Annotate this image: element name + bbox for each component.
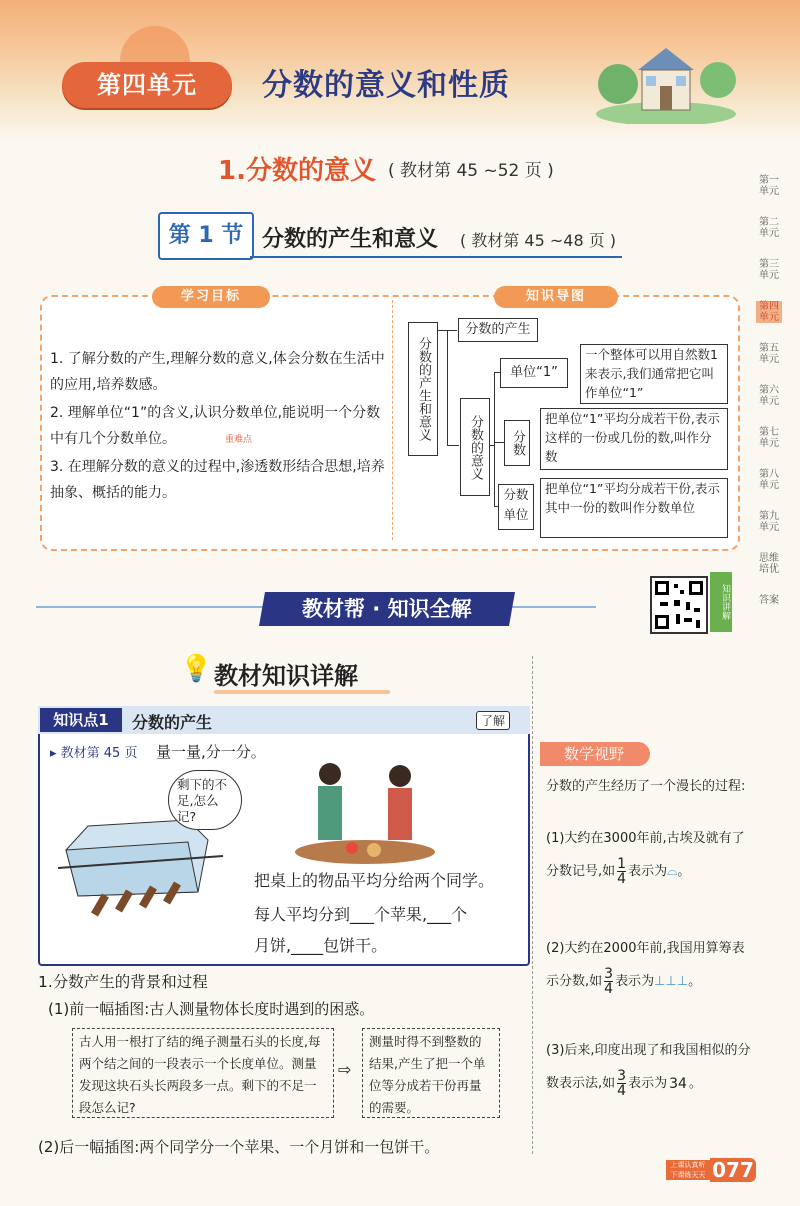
text: (1)大约在3000年前,古埃及就有了分数记号,如	[546, 831, 745, 879]
section-title: 1.分数的意义	[218, 156, 376, 186]
mindmap-node-fraction: 分数	[504, 420, 530, 466]
numerator: 3	[617, 1068, 627, 1084]
text: (2)大约在2000年前,我国用算筹表示分数,如	[546, 941, 745, 989]
goal-item: 1. 了解分数的产生,理解分数的意义,体会分数在生活中的应用,培养数感。	[50, 351, 385, 393]
textbook-ref: ▸ 教材第 45 页	[50, 746, 138, 761]
connector	[494, 372, 495, 506]
qr-label: 知识讲解	[710, 572, 732, 632]
connector	[447, 330, 448, 445]
lesson-underline	[250, 256, 622, 258]
footer-tag: 上课认真听 下课练天天	[666, 1160, 710, 1180]
tab-unit-4[interactable]: 第四单元	[756, 301, 782, 323]
mindmap-root: 分数的产生和意义	[408, 322, 438, 456]
unit-tag: 第四单元	[62, 62, 232, 108]
tab-unit-5[interactable]: 第五单元	[759, 343, 779, 365]
egyptian-fraction-icon: ⌓	[667, 864, 678, 879]
text: 。	[688, 1076, 702, 1091]
denominator: 4	[617, 871, 627, 887]
detail-title: 教材知识详解	[214, 662, 358, 690]
side-tabs	[756, 175, 782, 626]
tab-thinking[interactable]: 思维培优	[759, 553, 779, 575]
math-view-item-3	[546, 1034, 756, 1100]
tab-unit-9[interactable]: 第九单元	[759, 511, 779, 533]
mindmap-desc-fraction: 把单位“1”平均分成若干份,表示这样的一份或几份的数,叫作分数	[540, 408, 728, 470]
tab-unit-6[interactable]: 第六单元	[759, 385, 779, 407]
background-p1: (1)前一幅插图:古人测量物体长度时遇到的困惑。	[48, 1000, 375, 1018]
mindmap-desc-unit-one: 一个整体可以用自然数1来表示,我们通常把它叫作单位“1”	[580, 344, 728, 404]
story-line: 每人平均分到___个苹果,___个	[254, 905, 468, 924]
two-students-illustration	[290, 758, 440, 868]
mindmap-node-unit-one: 单位“1”	[500, 358, 568, 388]
goal-item: 3. 在理解分数的意义的过程中,渗透数形结合思想,培养抽象、概括的能力。	[50, 459, 385, 501]
goal-item: 2. 理解单位“1”的含义,认识分数单位,能说明一个分数中有几个分数单位。	[50, 405, 381, 447]
house-illustration	[596, 40, 736, 124]
section-pages: ( 教材第 45 ~52 页 )	[388, 161, 554, 181]
text: 表示为	[628, 864, 668, 879]
mindmap-desc-fraction-unit: 把单位“1”平均分成若干份,表示其中一份的数叫作分数单位	[540, 478, 728, 538]
story-line: 把桌上的物品平均分给两个同学。	[254, 871, 495, 890]
fraction	[604, 967, 613, 996]
task-text: 量一量,分一分。	[156, 743, 266, 761]
connector	[447, 445, 459, 446]
text: (3)后来,印度出现了和我国相似的分数表示法,如	[546, 1043, 751, 1091]
tab-unit-1[interactable]: 第一单元	[759, 175, 779, 197]
math-view-label: 数学视野	[540, 742, 650, 766]
knowledge-point-badge: 知识点1	[40, 708, 122, 732]
difficulty-tag: 重难点	[225, 435, 253, 445]
connector	[494, 442, 504, 443]
numerator: 1	[617, 856, 627, 872]
mindmap-node-meaning: 分数的意义	[460, 398, 490, 496]
unit-title: 分数的意义和性质	[262, 68, 510, 103]
background-box2: 测量时得不到整数的结果,产生了把一个单位等分成若干份再量的需要。	[362, 1028, 500, 1118]
lightbulb-icon: 💡	[180, 654, 213, 684]
counting-rods-icon: ⊥⊥⊥	[654, 974, 689, 989]
math-view-item-1	[546, 822, 756, 888]
tab-unit-3[interactable]: 第三单元	[759, 259, 779, 281]
speech-bubble: 剩下的不足,怎么记?	[168, 770, 242, 830]
mindmap-node-origin: 分数的产生	[458, 318, 538, 342]
story-line: 月饼,____包饼干。	[254, 936, 388, 955]
goals-label: 学习目标	[152, 286, 270, 308]
fraction	[617, 857, 626, 886]
background-title: 1.分数产生的背景和过程	[38, 973, 208, 991]
numerator: 3	[669, 1075, 678, 1092]
knowledge-banner	[259, 592, 515, 626]
indian-fraction	[669, 1077, 687, 1091]
lesson-badge: 第 1 节	[158, 212, 254, 260]
text: 表示为	[615, 974, 655, 989]
knowledge-point-title: 分数的产生	[132, 713, 213, 732]
background-box1: 古人用一根打了结的绳子测量石头的长度,每两个结之间的一段表示一个长度单位。测量发现这块石头长两段多一点。剩下的不足一段怎么记?	[72, 1028, 334, 1118]
detail-underline	[214, 690, 390, 694]
text: 。	[677, 864, 691, 879]
lesson-title: 分数的产生和意义	[262, 227, 439, 252]
text: 表示为	[628, 1076, 668, 1091]
banner-title: 教材帮 · 知识全解	[302, 597, 472, 621]
text: 。	[688, 974, 702, 989]
background-p2: (2)后一幅插图:两个同学分一个苹果、一个月饼和一包饼干。	[38, 1138, 440, 1156]
tab-unit-8[interactable]: 第八单元	[759, 469, 779, 491]
tab-answers[interactable]: 答案	[759, 595, 779, 606]
numerator: 3	[604, 966, 614, 982]
page-number: 077	[710, 1158, 756, 1182]
qr-code-icon[interactable]	[650, 576, 708, 634]
fraction	[617, 1069, 626, 1098]
arrow-right-icon: ⇨	[338, 1060, 352, 1079]
panel-divider	[392, 300, 393, 540]
level-badge: 了解	[476, 711, 510, 730]
column-separator	[532, 656, 533, 1154]
lesson-pages: ( 教材第 45 ~48 页 )	[460, 231, 617, 250]
mindmap-node-fraction-unit: 分数单位	[498, 484, 534, 530]
denominator: 4	[617, 1083, 627, 1099]
tab-unit-7[interactable]: 第七单元	[759, 427, 779, 449]
math-view-item-2	[546, 932, 756, 998]
math-view-intro: 分数的产生经历了一个漫长的过程:	[546, 779, 746, 794]
map-label: 知识导图	[494, 286, 618, 308]
tab-unit-2[interactable]: 第二单元	[759, 217, 779, 239]
denominator: 4	[604, 981, 614, 997]
denominator: 4	[678, 1075, 687, 1092]
